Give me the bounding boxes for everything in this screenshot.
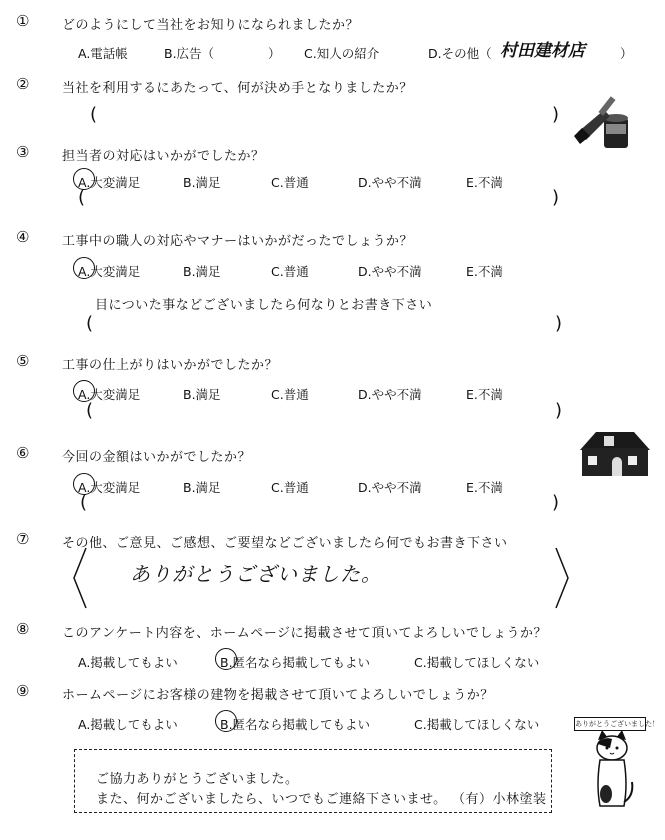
question-6-option-b[interactable]: B.満足 [183,480,221,495]
question-1-option-d[interactable]: D.その他（ [428,46,492,61]
question-7-bracket-left [70,546,90,610]
cat-icon [586,730,638,810]
question-9-option-b[interactable]: B.匿名なら掲載してもよい [220,717,371,732]
footer-company-name: （有）小林塗装 [452,792,547,807]
footer-contact-note: また、何かございましたら、いつでもご連絡下さいませ。 [96,792,447,807]
question-4-option-e[interactable]: E.不満 [466,264,503,279]
question-2-paren-open: ( [90,104,98,125]
question-1-handwritten-answer: 村田建材店 [500,41,585,61]
question-5-text: 工事の仕上がりはいかがでしたか？ [62,358,279,373]
question-2-paren-close: ) [552,104,560,125]
question-4-selection-circle [73,257,95,279]
question-1-text: どのようにして当社をお知りになられましたか？ [62,18,360,33]
question-6-option-d[interactable]: D.やや不満 [358,480,422,495]
question-8-option-a[interactable]: A.掲載してもよい [78,655,178,670]
question-5-option-b[interactable]: B.満足 [183,387,221,402]
question-3-text: 担当者の対応はいかがでしたか？ [62,149,265,164]
question-6-paren-open: ( [80,492,88,513]
question-9-selection-circle [215,710,237,732]
question-1-option-b-close: ） [268,46,281,61]
question-3-option-c[interactable]: C.普通 [271,175,309,190]
cat-sign: ありがとうございました！ [574,717,646,731]
question-5-paren-open: ( [86,400,94,421]
question-7-handwritten-answer: ありがとうございました。 [130,562,382,586]
question-5-option-a[interactable]: A.大変満足 [78,387,141,402]
question-3-option-d[interactable]: D.やや不満 [358,175,422,190]
question-7-number: ⑦ [16,530,30,548]
question-3-number: ③ [16,143,30,161]
question-6-paren-close: ) [552,492,560,513]
question-3-option-a[interactable]: A.大変満足 [78,175,141,190]
question-6-option-a[interactable]: A.大変満足 [78,480,141,495]
question-5-option-d[interactable]: D.やや不満 [358,387,422,402]
question-4-option-c[interactable]: C.普通 [271,264,309,279]
house-icon [576,428,654,478]
question-6-option-c[interactable]: C.普通 [271,480,309,495]
question-1-option-a[interactable]: A.電話帳 [78,46,128,61]
question-8-selection-circle [215,648,237,670]
question-4-paren-close: ) [555,313,563,334]
question-4-option-a[interactable]: A.大変満足 [78,264,141,279]
question-3-paren-close: ) [552,187,560,208]
question-1-option-c[interactable]: C.知人の紹介 [304,46,380,61]
question-1-option-d-close: ） [620,46,633,61]
paint-brush-icon [570,92,634,156]
question-5-number: ⑤ [16,352,30,370]
question-3-paren-open: ( [78,187,86,208]
question-8-option-b[interactable]: B.匿名なら掲載してもよい [220,655,371,670]
question-4-text: 工事中の職人の対応やマナーはいかがだったでしょうか？ [62,234,414,249]
question-4-option-b[interactable]: B.満足 [183,264,221,279]
question-5-option-c[interactable]: C.普通 [271,387,309,402]
question-6-number: ⑥ [16,444,30,462]
question-2-number: ② [16,75,30,93]
question-7-text: その他、ご意見、ご感想、ご要望などございましたら何でもお書き下さい [62,536,508,551]
question-3-option-b[interactable]: B.満足 [183,175,221,190]
question-4-paren-open: ( [86,313,94,334]
question-4-number: ④ [16,228,30,246]
question-8-number: ⑧ [16,620,30,638]
question-8-option-c[interactable]: C.掲載してほしくない [414,655,540,670]
question-1-option-b[interactable]: B.広告（ [164,46,215,61]
question-3-option-e[interactable]: E.不満 [466,175,503,190]
question-4-option-d[interactable]: D.やや不満 [358,264,422,279]
question-9-text: ホームページにお客様の建物を掲載させて頂いてよろしいでしょうか？ [62,688,494,703]
question-9-option-a[interactable]: A.掲載してもよい [78,717,178,732]
question-8-text: このアンケート内容を、ホームページに掲載させて頂いてよろしいでしょうか？ [62,626,547,641]
question-6-option-e[interactable]: E.不満 [466,480,503,495]
question-2-text: 当社を利用するにあたって、何が決め手となりましたか？ [62,81,413,96]
question-5-option-e[interactable]: E.不満 [466,387,503,402]
question-5-paren-close: ) [555,400,563,421]
question-5-selection-circle [73,380,95,402]
footer-thanks: ご協力ありがとうございました。 [96,772,299,787]
question-9-option-c[interactable]: C.掲載してほしくない [414,717,540,732]
question-6-text: 今回の金額はいかがでしたか？ [62,450,252,465]
question-7-bracket-right [552,546,572,610]
question-9-number: ⑨ [16,682,30,700]
question-1-number: ① [16,12,30,30]
question-4-subtext: 目についた事などございましたら何なりとお書き下さい [95,298,433,313]
